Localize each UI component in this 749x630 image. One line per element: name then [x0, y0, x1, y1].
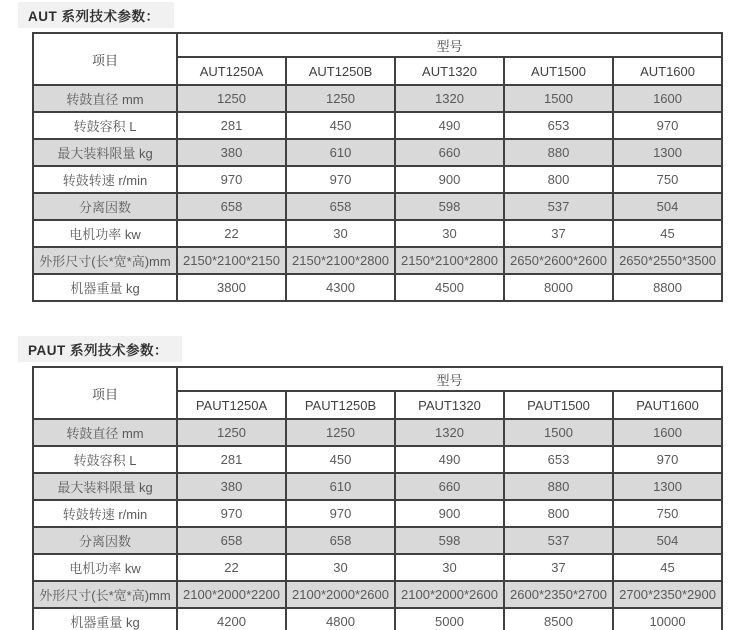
value-cell: 4200 [177, 608, 286, 630]
value-cell: 750 [613, 500, 722, 527]
model-name-cell: AUT1500 [504, 57, 613, 85]
row-label: 转鼓容积 L [33, 112, 177, 139]
row-label: 外形尺寸(长*宽*高)mm [33, 247, 177, 274]
value-cell: 450 [286, 446, 395, 473]
row-label: 电机功率 kw [33, 220, 177, 247]
value-cell: 2150*2100*2800 [286, 247, 395, 274]
value-cell: 800 [504, 166, 613, 193]
value-cell: 10000 [613, 608, 722, 630]
row-label: 机器重量 kg [33, 608, 177, 630]
model-name-cell: AUT1600 [613, 57, 722, 85]
value-cell: 8500 [504, 608, 613, 630]
value-cell: 450 [286, 112, 395, 139]
value-cell: 4300 [286, 274, 395, 301]
model-name-cell: AUT1250B [286, 57, 395, 85]
paut-section-title: PAUT 系列技术参数： [18, 336, 182, 362]
value-cell: 660 [395, 473, 504, 500]
table-row [33, 193, 722, 220]
table-row [33, 419, 722, 446]
value-cell: 490 [395, 446, 504, 473]
value-cell: 658 [177, 527, 286, 554]
model-name-cell: PAUT1250B [286, 391, 395, 419]
row-label: 最大装料限量 kg [33, 473, 177, 500]
value-cell: 610 [286, 473, 395, 500]
value-cell: 970 [613, 446, 722, 473]
table-row [33, 473, 722, 500]
value-cell: 537 [504, 193, 613, 220]
row-label: 分离因数 [33, 193, 177, 220]
value-cell: 5000 [395, 608, 504, 630]
value-cell: 45 [613, 220, 722, 247]
value-cell: 30 [286, 554, 395, 581]
value-cell: 653 [504, 446, 613, 473]
value-cell: 1300 [613, 139, 722, 166]
value-cell: 970 [613, 112, 722, 139]
value-cell: 658 [286, 527, 395, 554]
row-label: 最大装料限量 kg [33, 139, 177, 166]
table-row [33, 247, 722, 274]
table-row [33, 166, 722, 193]
table-row [33, 112, 722, 139]
value-cell: 37 [504, 220, 613, 247]
table-row [33, 581, 722, 608]
model-name-cell: PAUT1500 [504, 391, 613, 419]
value-cell: 900 [395, 500, 504, 527]
value-cell: 800 [504, 500, 613, 527]
value-cell: 380 [177, 139, 286, 166]
row-label: 外形尺寸(长*宽*高)mm [33, 581, 177, 608]
value-cell: 30 [395, 220, 504, 247]
value-cell: 281 [177, 446, 286, 473]
row-label: 转鼓直径 mm [33, 419, 177, 446]
value-cell: 2600*2350*2700 [504, 581, 613, 608]
value-cell: 380 [177, 473, 286, 500]
table-header-row [33, 33, 722, 57]
value-cell: 22 [177, 554, 286, 581]
row-label: 转鼓容积 L [33, 446, 177, 473]
value-cell: 900 [395, 166, 504, 193]
value-cell: 4800 [286, 608, 395, 630]
row-label: 分离因数 [33, 527, 177, 554]
aut-section-title: AUT 系列技术参数： [18, 2, 174, 28]
row-label: 转鼓直径 mm [33, 85, 177, 112]
value-cell: 1500 [504, 85, 613, 112]
table-row [33, 608, 722, 630]
column-header-model: 型号 [177, 33, 722, 57]
value-cell: 658 [286, 193, 395, 220]
column-header-item: 项目 [33, 367, 177, 419]
row-label: 转鼓转速 r/min [33, 500, 177, 527]
value-cell: 970 [177, 166, 286, 193]
value-cell: 2100*2000*2200 [177, 581, 286, 608]
value-cell: 4500 [395, 274, 504, 301]
value-cell: 30 [286, 220, 395, 247]
value-cell: 2650*2550*3500 [613, 247, 722, 274]
table-row [33, 220, 722, 247]
value-cell: 658 [177, 193, 286, 220]
value-cell: 1600 [613, 85, 722, 112]
value-cell: 1600 [613, 419, 722, 446]
value-cell: 880 [504, 139, 613, 166]
value-cell: 750 [613, 166, 722, 193]
value-cell: 490 [395, 112, 504, 139]
table-row [33, 274, 722, 301]
row-label: 电机功率 kw [33, 554, 177, 581]
value-cell: 1500 [504, 419, 613, 446]
table-row [33, 139, 722, 166]
value-cell: 653 [504, 112, 613, 139]
value-cell: 1250 [286, 419, 395, 446]
table-row [33, 85, 722, 112]
column-header-item: 项目 [33, 33, 177, 85]
value-cell: 3800 [177, 274, 286, 301]
value-cell: 2150*2100*2800 [395, 247, 504, 274]
table-row [33, 554, 722, 581]
table-row [33, 500, 722, 527]
paut-spec-table [32, 366, 723, 630]
value-cell: 610 [286, 139, 395, 166]
value-cell: 970 [286, 500, 395, 527]
table-row [33, 446, 722, 473]
value-cell: 1250 [177, 419, 286, 446]
value-cell: 2150*2100*2150 [177, 247, 286, 274]
value-cell: 1300 [613, 473, 722, 500]
model-name-cell: PAUT1250A [177, 391, 286, 419]
value-cell: 504 [613, 193, 722, 220]
value-cell: 2100*2000*2600 [286, 581, 395, 608]
value-cell: 37 [504, 554, 613, 581]
value-cell: 8800 [613, 274, 722, 301]
value-cell: 598 [395, 527, 504, 554]
value-cell: 660 [395, 139, 504, 166]
value-cell: 1250 [177, 85, 286, 112]
aut-spec-table [32, 32, 723, 302]
model-name-cell: PAUT1600 [613, 391, 722, 419]
value-cell: 537 [504, 527, 613, 554]
value-cell: 22 [177, 220, 286, 247]
value-cell: 281 [177, 112, 286, 139]
table-row [33, 527, 722, 554]
value-cell: 1250 [286, 85, 395, 112]
value-cell: 970 [286, 166, 395, 193]
value-cell: 2700*2350*2900 [613, 581, 722, 608]
value-cell: 45 [613, 554, 722, 581]
value-cell: 1320 [395, 85, 504, 112]
column-header-model: 型号 [177, 367, 722, 391]
model-name-cell: AUT1320 [395, 57, 504, 85]
value-cell: 504 [613, 527, 722, 554]
value-cell: 970 [177, 500, 286, 527]
value-cell: 2650*2600*2600 [504, 247, 613, 274]
value-cell: 880 [504, 473, 613, 500]
table-header-row [33, 367, 722, 391]
row-label: 机器重量 kg [33, 274, 177, 301]
value-cell: 598 [395, 193, 504, 220]
row-label: 转鼓转速 r/min [33, 166, 177, 193]
model-name-cell: AUT1250A [177, 57, 286, 85]
value-cell: 1320 [395, 419, 504, 446]
model-name-cell: PAUT1320 [395, 391, 504, 419]
value-cell: 30 [395, 554, 504, 581]
value-cell: 8000 [504, 274, 613, 301]
value-cell: 2100*2000*2600 [395, 581, 504, 608]
